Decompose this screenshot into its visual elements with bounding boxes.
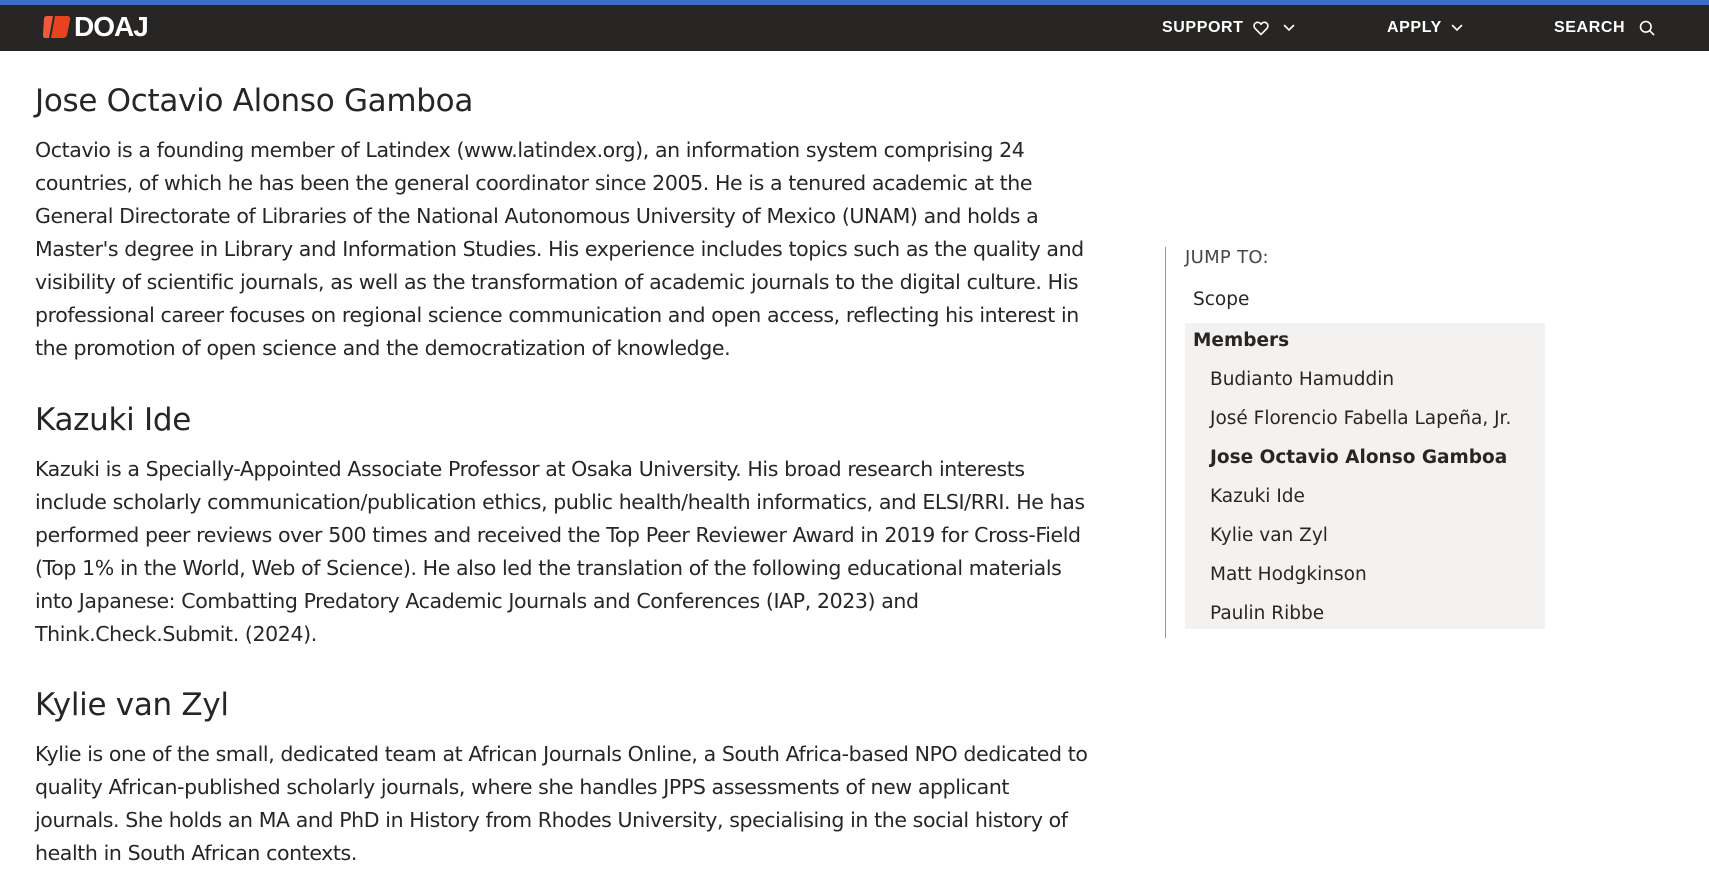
apply-menu[interactable] — [1387, 5, 1463, 51]
toc-link-member[interactable]: Matt Hodgkinson — [1210, 564, 1367, 585]
toc-members-group — [1185, 323, 1545, 629]
support-menu[interactable] — [1162, 5, 1295, 51]
member-section — [35, 399, 1095, 651]
search-button[interactable] — [1554, 5, 1655, 51]
member-name-heading: Kylie van Zyl — [35, 687, 229, 723]
member-bio: Octavio is a founding member of Latindex (www.latindex.org), an information system comprising 24 countries, of which he has been the general coordinator since 2005. He is a tenured academic at the General Directorate of Libraries of the National Autonomous University of Mexico (UNAM) and holds a Master's degree in Library and Information Studies. His experience includes topics such as the quality and visibility of scientific journals, as well as the transformation of academic journals to the digital culture. His professional career focuses on regional science communication and open access, reflecting his interest in the promotion of open science and the democratization of knowledge. — [35, 138, 1084, 360]
support-label: SUPPORT — [1162, 19, 1244, 36]
toc-link-member[interactable]: Paulin Ribbe — [1210, 603, 1325, 624]
toc-link-members[interactable]: Members — [1193, 330, 1290, 351]
doaj-logo-icon — [42, 13, 72, 41]
toc-link-member-active[interactable]: Jose Octavio Alonso Gamboa — [1210, 447, 1508, 468]
top-navigation-bar — [0, 0, 1709, 51]
chevron-down-icon — [1451, 24, 1463, 32]
doaj-logo-link[interactable] — [42, 13, 148, 41]
toc-link-member[interactable]: José Florencio Fabella Lapeña, Jr. — [1210, 408, 1512, 429]
member-section — [35, 684, 1095, 870]
toc-link-member[interactable]: Kazuki Ide — [1210, 486, 1305, 507]
apply-label: APPLY — [1387, 19, 1442, 36]
heart-icon — [1253, 21, 1269, 36]
member-name-heading: Kazuki Ide — [35, 402, 192, 438]
member-bio: Kazuki is a Specially-Appointed Associate Professor at Osaka University. His broad research interests include scholarly communication/publication ethics, public health/health informatics, and ELSI/RRI. He has performed peer reviews over 500 times and received the Top Peer Reviewer Award in 2019 for Cross-Field (Top 1% in the World, Web of Science). He also led the translation of the following educational materials into Japanese: Combatting Predatory Academic Journals and Conferences (IAP, 2023) and Think.Check.Submit. (2024). — [35, 457, 1085, 646]
member-section — [35, 80, 1095, 365]
toc-link-scope[interactable]: Scope — [1193, 289, 1250, 310]
jump-to-title: JUMP TO: — [1185, 247, 1269, 268]
toc-link-member[interactable]: Budianto Hamuddin — [1210, 369, 1395, 390]
jump-to-navigation — [1165, 247, 1545, 638]
chevron-down-icon — [1283, 24, 1295, 32]
toc-link-member[interactable]: Kylie van Zyl — [1210, 525, 1328, 546]
member-name-heading: Jose Octavio Alonso Gamboa — [35, 83, 474, 119]
member-bio: Kylie is one of the small, dedicated team at African Journals Online, a South Africa-based NPO dedicated to quality African-published scholarly journals, where she handles JPPS assessments of new applicant journals. She holds an MA and PhD in History from Rhodes University, specialising in the social history of health in South African contexts. — [35, 742, 1088, 865]
search-icon — [1639, 20, 1655, 36]
logo-text: DOAJ — [74, 11, 148, 42]
search-label: SEARCH — [1554, 19, 1626, 36]
toc-member-list — [1210, 368, 1511, 641]
